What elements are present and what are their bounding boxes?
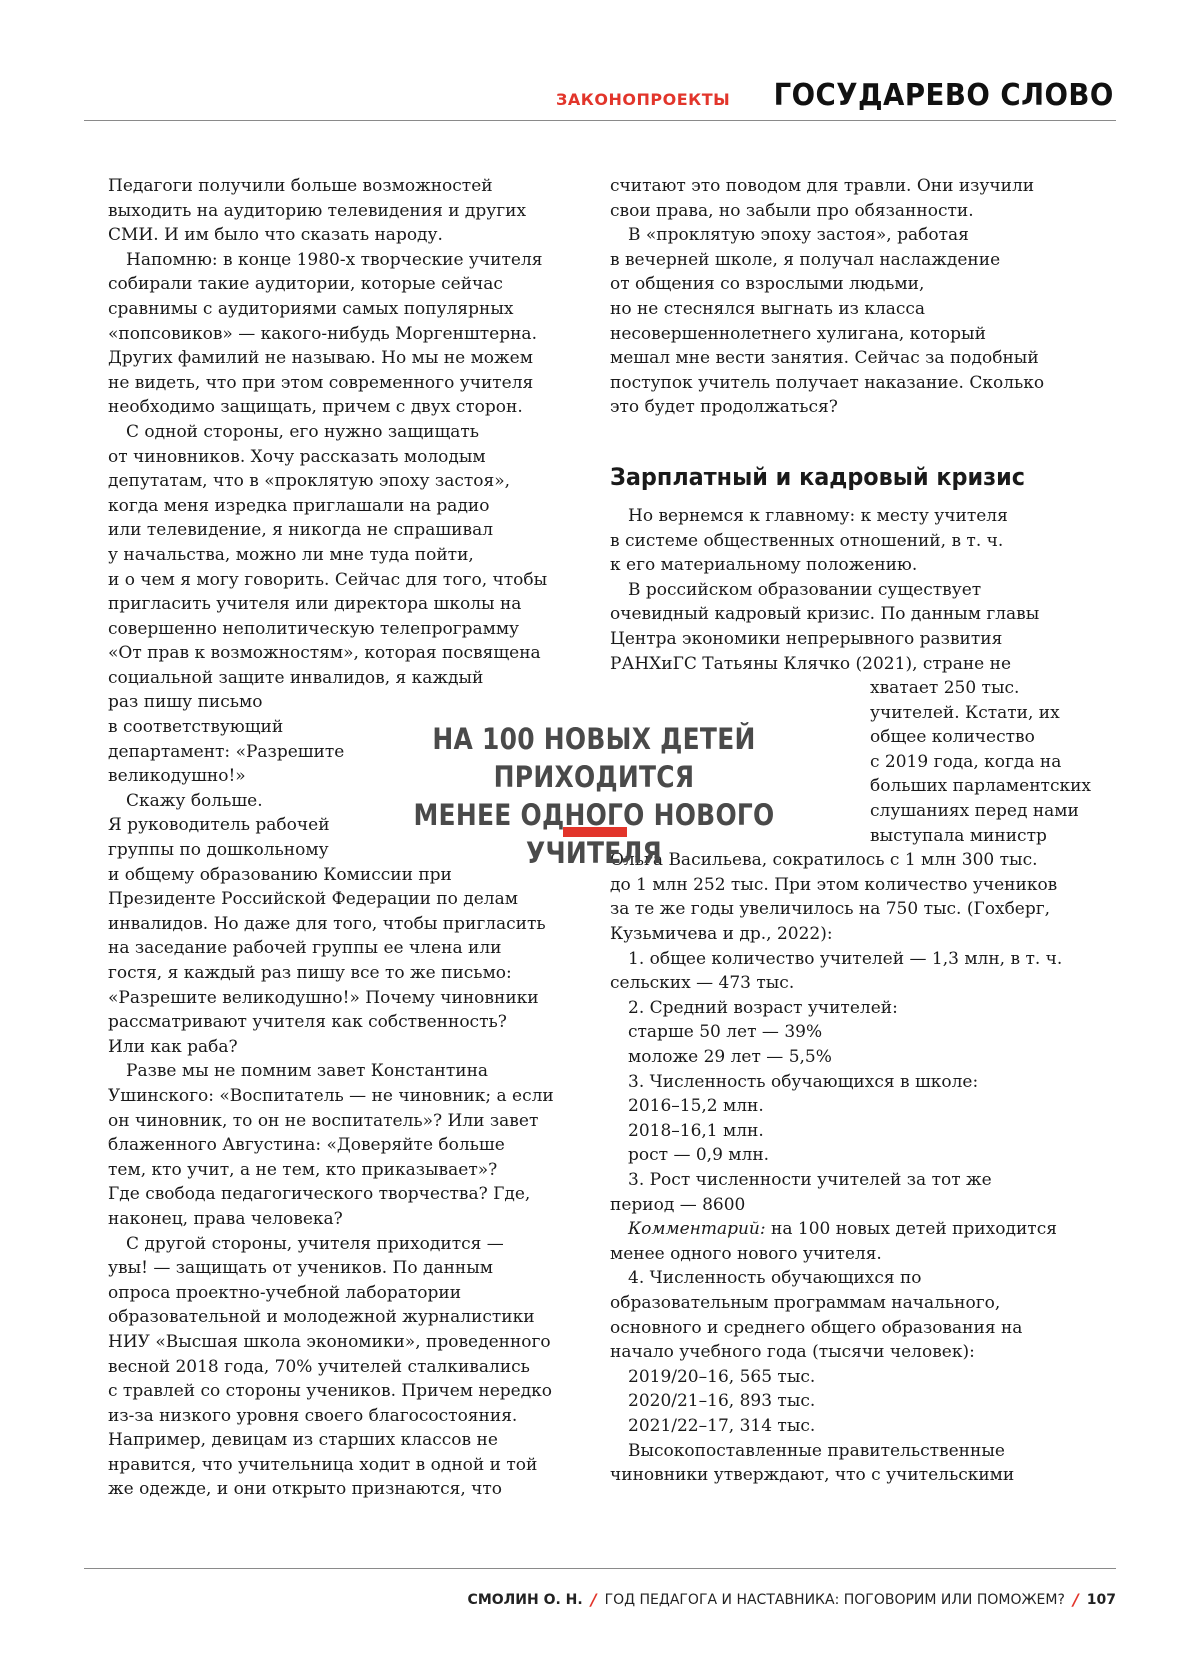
text-line xyxy=(610,676,1100,701)
text-line: Или как раба? xyxy=(108,1035,598,1060)
footer-title: ГОД ПЕДАГОГА И НАСТАВНИКА: ПОГОВОРИМ ИЛИ ПОМОЖЕМ? xyxy=(605,1592,1065,1608)
text-fragment: слушаниях перед нами xyxy=(870,801,1079,821)
text-line: депутатам, что в «проклятую эпоху застоя», xyxy=(108,469,598,494)
header-divider xyxy=(84,120,1116,121)
text-line: но не стеснялся выгнать из класса xyxy=(610,297,1100,322)
text-line: Ушинского: «Воспитатель — не чиновник; а если xyxy=(108,1084,598,1109)
text-line: и общему образованию Комиссии при xyxy=(108,863,598,888)
text-line: сравнимы с аудиториями самых популярных xyxy=(108,297,598,322)
text-line: 2020/21–16, 893 тыс. xyxy=(610,1389,1100,1414)
text-fragment: хватает 250 тыс. xyxy=(870,678,1019,698)
text-line: Но вернемся к главному: к месту учителя xyxy=(610,504,1100,529)
footer-author: СМОЛИН О. Н. xyxy=(468,1592,583,1608)
footer-separator: / xyxy=(1073,1590,1079,1609)
text-line: Центра экономики непрерывного развития xyxy=(610,627,1100,652)
comment-label: Комментарий: xyxy=(628,1219,766,1239)
text-line: Педагоги получили больше возможностей xyxy=(108,174,598,199)
text-line: 2018–16,1 млн. xyxy=(610,1119,1100,1144)
text-line: период — 8600 xyxy=(610,1193,1100,1218)
text-line: тем, кто учит, а не тем, кто приказывает»? xyxy=(108,1158,598,1183)
text-line: рассматривают учителя как собственность? xyxy=(108,1010,598,1035)
text-line: «От прав к возможностям», которая посвящена xyxy=(108,641,598,666)
text-line: не видеть, что при этом современного учителя xyxy=(108,371,598,396)
text-line: в системе общественных отношений, в т. ч. xyxy=(610,529,1100,554)
text-line: моложе 29 лет — 5,5% xyxy=(610,1045,1100,1070)
text-line: наконец, права человека? xyxy=(108,1207,598,1232)
text-line: образовательной и молодежной журналистики xyxy=(108,1305,598,1330)
text-line: пригласить учителя или директора школы на xyxy=(108,592,598,617)
text-line: В российском образовании существует xyxy=(610,578,1100,603)
text-line: 1. общее количество учителей — 1,3 млн, в т. ч. xyxy=(610,947,1100,972)
text-line: на заседание рабочей группы ее члена или xyxy=(108,936,598,961)
footer-divider xyxy=(84,1568,1116,1569)
text-line: считают это поводом для травли. Они изучили xyxy=(610,174,1100,199)
text-line: несовершеннолетнего хулигана, который xyxy=(610,322,1100,347)
text-line: Кузьмичева и др., 2022): xyxy=(610,922,1100,947)
text-line: же одежде, и они открыто признаются, что xyxy=(108,1477,598,1502)
text-line: группы по дошкольному xyxy=(108,838,598,863)
text-line: свои права, но забыли про обязанности. xyxy=(610,199,1100,224)
text-line: весной 2018 года, 70% учителей сталкивались xyxy=(108,1355,598,1380)
rubric-label: ЗАКОНОПРОЕКТЫ xyxy=(556,90,730,109)
text-line: Президенте Российской Федерации по делам xyxy=(108,887,598,912)
text-line: Других фамилий не называю. Но мы не можем xyxy=(108,346,598,371)
text-line: рост — 0,9 млн. xyxy=(610,1143,1100,1168)
text-line: социальной защите инвалидов, я каждый xyxy=(108,666,598,691)
text-line: совершенно неполитическую телепрограмму xyxy=(108,617,598,642)
page-number: 107 xyxy=(1087,1592,1116,1608)
text-line: инвалидов. Но даже для того, чтобы пригласить xyxy=(108,912,598,937)
text-line xyxy=(610,1217,1100,1242)
section-gap xyxy=(610,420,1100,456)
pull-quote-line: МЕНЕЕ ОДНОГО НОВОГО УЧИТЕЛЯ xyxy=(413,796,774,872)
text-line: к его материальному положению. xyxy=(610,553,1100,578)
text-line: 2021/22–17, 314 тыс. xyxy=(610,1414,1100,1439)
text-line: раз пишу письмо xyxy=(108,690,598,715)
pull-quote-accent-bar xyxy=(563,827,627,837)
text-line: великодушно!» xyxy=(108,764,598,789)
text-fragment: учителей. Кстати, их xyxy=(870,703,1060,723)
text-line: с травлей со стороны учеников. Причем нередко xyxy=(108,1379,598,1404)
text-line: очевидный кадровый кризис. По данным главы xyxy=(610,602,1100,627)
page-footer xyxy=(468,1590,1116,1609)
pull-quote xyxy=(413,720,774,872)
text-line: Скажу больше. xyxy=(108,789,598,814)
text-line: за те же годы увеличилось на 750 тыс. (Гохберг, xyxy=(610,897,1100,922)
text-line: НИУ «Высшая школа экономики», проведенного xyxy=(108,1330,598,1355)
text-line: образовательным программам начального, xyxy=(610,1291,1100,1316)
text-line: нравится, что учительница ходит в одной и той xyxy=(108,1453,598,1478)
text-line: 4. Численность обучающихся по xyxy=(610,1266,1100,1291)
text-line: собирали такие аудитории, которые сейчас xyxy=(108,272,598,297)
text-line: департамент: «Разрешите xyxy=(108,740,598,765)
text-line: он чиновник, то он не воспитатель»? Или завет xyxy=(108,1109,598,1134)
page-header xyxy=(556,78,1114,113)
text-fragment: выступала министр xyxy=(870,826,1047,846)
text-line: Я руководитель рабочей xyxy=(108,813,598,838)
text-line: С одной стороны, его нужно защищать xyxy=(108,420,598,445)
text-line: гостя, я каждый раз пишу все то же письмо: xyxy=(108,961,598,986)
footer-separator: / xyxy=(591,1590,597,1609)
text-fragment: с 2019 года, когда на xyxy=(870,752,1061,772)
text-line: менее одного нового учителя. xyxy=(610,1242,1100,1267)
text-line: 2016–15,2 млн. xyxy=(610,1094,1100,1119)
text-line: Высокопоставленные правительственные xyxy=(610,1439,1100,1464)
text-line: РАНХиГС Татьяны Клячко (2021), стране не xyxy=(610,652,1100,677)
text-line: и о чем я могу говорить. Сейчас для того, чтобы xyxy=(108,568,598,593)
text-line: сельских — 473 тыс. xyxy=(610,971,1100,996)
text-line: «попсовиков» — какого-нибудь Моргенштерна. xyxy=(108,322,598,347)
text-line: необходимо защищать, причем с двух сторон. xyxy=(108,395,598,420)
text-fragment: больших парламентских xyxy=(870,776,1091,796)
text-line: увы! — защищать от учеников. По данным xyxy=(108,1256,598,1281)
text-line: «Разрешите великодушно!» Почему чиновники xyxy=(108,986,598,1011)
text-line: в вечерней школе, я получал наслаждение xyxy=(610,248,1100,273)
text-fragment: общее количество xyxy=(870,727,1035,747)
text-line: мешал мне вести занятия. Сейчас за подобный xyxy=(610,346,1100,371)
text-line: Ольга Васильева, сократилось с 1 млн 300 тыс. xyxy=(610,848,1100,873)
text-line: в соответствующий xyxy=(108,715,598,740)
text-line: 2. Средний возраст учителей: xyxy=(610,996,1100,1021)
text-line: Разве мы не помним завет Константина xyxy=(108,1059,598,1084)
text-fragment: на 100 новых детей приходится xyxy=(766,1219,1057,1239)
text-line: 2019/20–16, 565 тыс. xyxy=(610,1365,1100,1390)
text-line: Например, девицам из старших классов не xyxy=(108,1428,598,1453)
text-line: выходить на аудиторию телевидения и других xyxy=(108,199,598,224)
text-line: от общения со взрослыми людьми, xyxy=(610,272,1100,297)
text-line: В «проклятую эпоху застоя», работая xyxy=(610,223,1100,248)
text-line: Где свобода педагогического творчества? Где, xyxy=(108,1182,598,1207)
text-line: из-за низкого уровня своего благосостояния. xyxy=(108,1404,598,1429)
text-line: начало учебного года (тысячи человек): xyxy=(610,1340,1100,1365)
text-line: блаженного Августина: «Доверяйте больше xyxy=(108,1133,598,1158)
text-line: СМИ. И им было что сказать народу. xyxy=(108,223,598,248)
subheading: Зарплатный и кадровый кризис xyxy=(610,462,1066,492)
text-line: чиновники утверждают, что с учительскими xyxy=(610,1463,1100,1488)
text-line: это будет продолжаться? xyxy=(610,395,1100,420)
pull-quote-line: НА 100 НОВЫХ ДЕТЕЙ ПРИХОДИТСЯ xyxy=(413,720,774,796)
text-line: поступок учитель получает наказание. Сколько xyxy=(610,371,1100,396)
text-line: старше 50 лет — 39% xyxy=(610,1020,1100,1045)
text-line: опроса проектно-учебной лаборатории xyxy=(108,1281,598,1306)
text-line: до 1 млн 252 тыс. При этом количество учеников xyxy=(610,873,1100,898)
text-line: 3. Рост численности учителей за тот же xyxy=(610,1168,1100,1193)
text-line: или телевидение, я никогда не спрашивал xyxy=(108,518,598,543)
text-line: когда меня изредка приглашали на радио xyxy=(108,494,598,519)
text-line: основного и среднего общего образования на xyxy=(610,1316,1100,1341)
text-line: 3. Численность обучающихся в школе: xyxy=(610,1070,1100,1095)
text-line: Напомню: в конце 1980-х творческие учителя xyxy=(108,248,598,273)
text-line: от чиновников. Хочу рассказать молодым xyxy=(108,445,598,470)
section-title: ГОСУДАРЕВО СЛОВО xyxy=(774,78,1114,113)
text-line: у начальства, можно ли мне туда пойти, xyxy=(108,543,598,568)
text-line: С другой стороны, учителя приходится — xyxy=(108,1232,598,1257)
